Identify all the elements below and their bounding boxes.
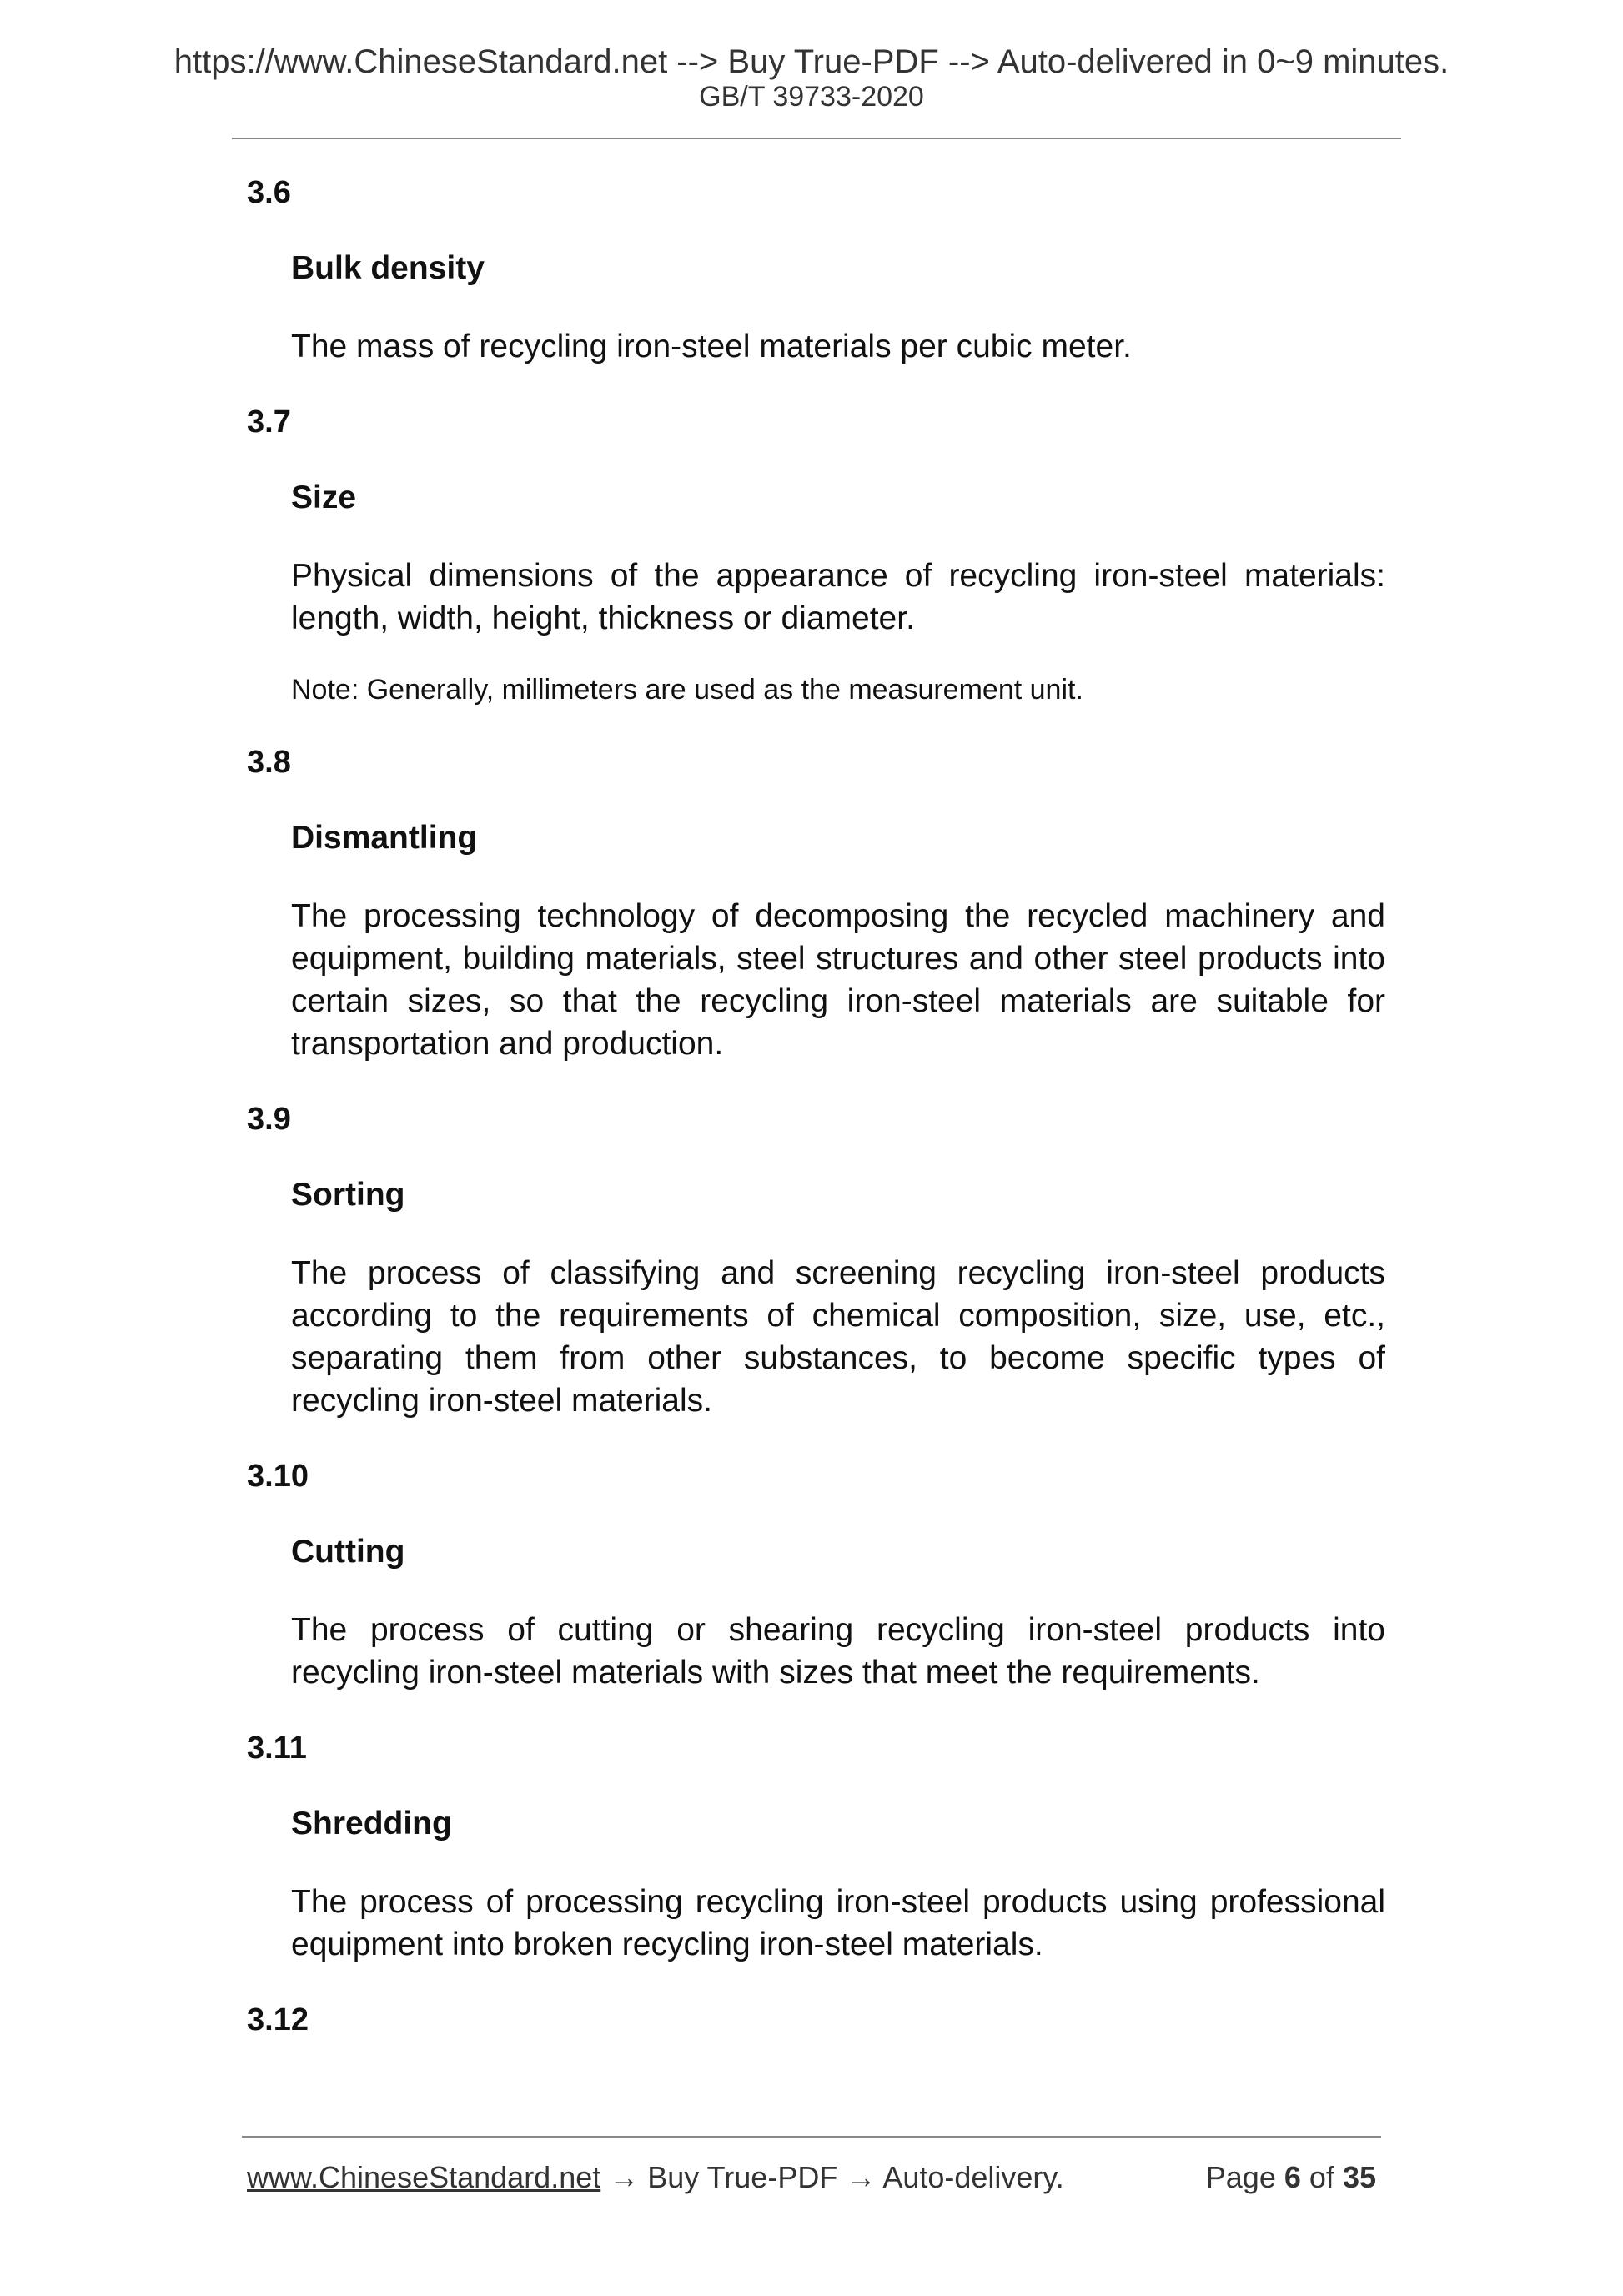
section-number: 3.11 [247, 1731, 307, 1766]
page-current: 6 [1284, 2160, 1301, 2194]
of-word: of [1309, 2160, 1334, 2194]
section-3-8 [0, 743, 1623, 1065]
site-link[interactable]: www.ChineseStandard.net [247, 2160, 601, 2194]
page-counter [1206, 2158, 1376, 2197]
section-number: 3.9 [247, 1102, 291, 1137]
footer-promo [247, 2158, 1064, 2197]
section-3-12 [0, 2001, 1623, 2039]
section-3-9 [0, 1100, 1623, 1422]
section-number: 3.7 [247, 404, 291, 440]
section-number: 3.12 [247, 2002, 309, 2037]
term-note: Note: Generally, millimeters are used as the measurement unit. [291, 674, 1083, 706]
term-heading: Cutting [291, 1534, 405, 1570]
term-definition: The process of processing recycling iron-steel products using professional equipment into broken recycling iron-steel materials. [291, 1884, 1385, 1962]
header-divider [232, 138, 1401, 139]
term-definition: Physical dimensions of the appearance of recycling iron-steel materials: length, width, height, thickness or diameter. [291, 558, 1385, 636]
section-number: 3.10 [247, 1459, 309, 1494]
section-number: 3.6 [247, 175, 291, 210]
section-number: 3.8 [247, 745, 291, 780]
term-definition: The processing technology of decomposing the recycled machinery and equipment, building materials, steel structures and other steel products into certain sizes, so that the recycling iron-steel materials are suitable for transportation and production. [291, 898, 1385, 1062]
section-3-11 [0, 1729, 1623, 1966]
term-heading: Shredding [291, 1806, 452, 1841]
term-heading: Dismantling [291, 820, 478, 856]
document-body [0, 173, 1623, 2039]
term-definition: The process of cutting or shearing recycling iron-steel products into recycling iron-steel materials with sizes that meet the requirements. [291, 1612, 1385, 1691]
footer-divider [242, 2136, 1381, 2138]
header-url-line: https://www.ChineseStandard.net --> Buy True-PDF --> Auto-delivered in 0~9 minutes. [173, 43, 1450, 80]
footer-tagline: → Buy True-PDF → Auto-delivery. [600, 2160, 1064, 2194]
page-word: Page [1205, 2160, 1276, 2194]
term-definition: The process of classifying and screening recycling iron-steel products according to the requirements of chemical composition, size, use, etc., separating them from other substances, to become specific types of recycling iron-steel materials. [291, 1255, 1385, 1419]
term-definition: The mass of recycling iron-steel materials per cubic meter. [291, 329, 1132, 364]
standard-code: GB/T 39733-2020 [699, 81, 924, 113]
section-3-7 [0, 403, 1623, 708]
page-total: 35 [1342, 2160, 1376, 2194]
term-heading: Bulk density [291, 250, 485, 286]
term-heading: Sorting [291, 1177, 405, 1213]
section-3-6 [0, 173, 1623, 368]
section-3-10 [0, 1457, 1623, 1694]
term-heading: Size [291, 480, 357, 515]
